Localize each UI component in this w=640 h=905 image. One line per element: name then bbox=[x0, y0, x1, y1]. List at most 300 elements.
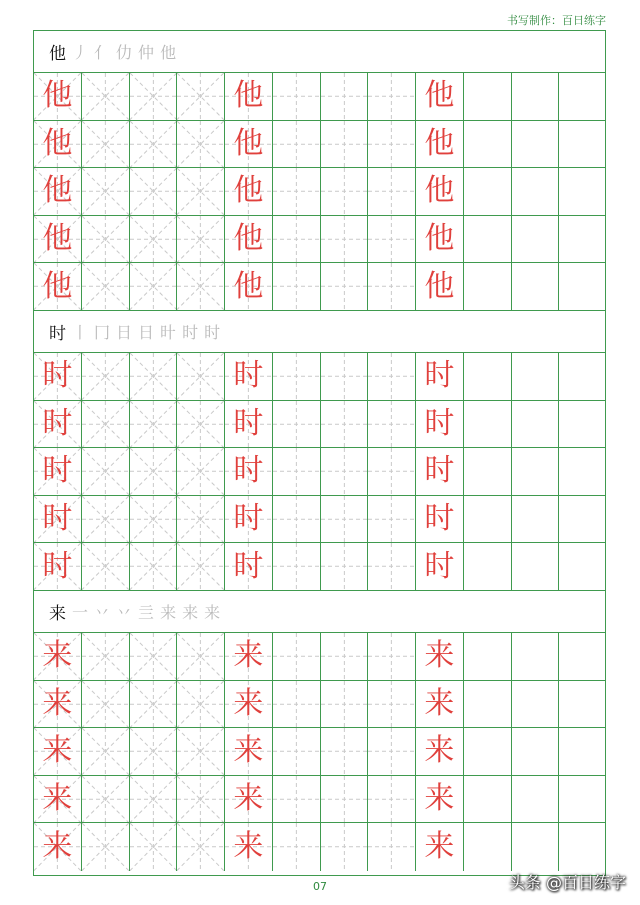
practice-cell bbox=[82, 263, 130, 310]
practice-cell bbox=[225, 73, 273, 120]
practice-cell bbox=[559, 448, 607, 495]
stroke-step: 丷 bbox=[94, 602, 111, 622]
practice-cell bbox=[82, 823, 130, 871]
mi-grid-guide bbox=[130, 263, 177, 310]
practice-cell bbox=[321, 633, 369, 680]
tian-grid-guide bbox=[321, 121, 368, 168]
practice-cell bbox=[82, 496, 130, 543]
tian-grid-guide bbox=[368, 681, 415, 728]
sample-character: 他 bbox=[424, 268, 455, 304]
sample-character: 来 bbox=[42, 733, 73, 769]
sample-character: 时 bbox=[233, 548, 264, 584]
mi-grid-guide bbox=[177, 401, 224, 448]
tian-grid-guide bbox=[321, 353, 368, 400]
practice-cell bbox=[82, 73, 130, 120]
practice-cell bbox=[82, 216, 130, 263]
practice-cell bbox=[225, 263, 273, 310]
mi-grid-guide bbox=[82, 543, 129, 590]
practice-cell bbox=[225, 681, 273, 728]
practice-cell bbox=[464, 543, 512, 590]
stroke-steps bbox=[72, 40, 182, 63]
practice-cell bbox=[130, 73, 178, 120]
practice-cell bbox=[416, 121, 464, 168]
sample-character: 时 bbox=[42, 548, 73, 584]
practice-cell bbox=[273, 496, 321, 543]
mi-grid-guide bbox=[130, 401, 177, 448]
sample-character: 他 bbox=[42, 221, 73, 257]
sample-character: 来 bbox=[233, 781, 264, 817]
sample-character: 时 bbox=[42, 501, 73, 537]
sample-character: 来 bbox=[424, 781, 455, 817]
practice-cell bbox=[368, 168, 416, 215]
practice-cell bbox=[368, 681, 416, 728]
tian-grid-guide bbox=[273, 73, 320, 120]
practice-cell bbox=[34, 823, 82, 871]
mi-grid-guide bbox=[130, 543, 177, 590]
tian-grid-guide bbox=[368, 448, 415, 495]
practice-cell bbox=[34, 121, 82, 168]
practice-cell bbox=[368, 121, 416, 168]
practice-cell bbox=[177, 728, 225, 775]
mi-grid-guide bbox=[82, 121, 129, 168]
practice-cell bbox=[273, 633, 321, 680]
practice-cell bbox=[177, 633, 225, 680]
watermark: 头条 @百日练字 bbox=[508, 873, 626, 892]
practice-cell bbox=[321, 776, 369, 823]
stroke-step: 丿 bbox=[72, 43, 89, 62]
mi-grid-guide bbox=[177, 776, 224, 823]
sample-character: 他 bbox=[424, 125, 455, 161]
practice-cell bbox=[82, 121, 130, 168]
practice-cell bbox=[464, 448, 512, 495]
sample-character: 来 bbox=[233, 638, 264, 674]
sample-character: 他 bbox=[424, 221, 455, 257]
practice-cell bbox=[177, 168, 225, 215]
mi-grid-guide bbox=[177, 543, 224, 590]
practice-cell bbox=[416, 543, 464, 590]
practice-cell bbox=[177, 776, 225, 823]
practice-cell bbox=[464, 496, 512, 543]
tian-grid-guide bbox=[321, 728, 368, 775]
practice-cell bbox=[464, 263, 512, 310]
practice-cell bbox=[82, 776, 130, 823]
mi-grid-guide bbox=[82, 823, 129, 871]
practice-cell bbox=[559, 776, 607, 823]
practice-cell bbox=[34, 633, 82, 680]
tian-grid-guide bbox=[321, 681, 368, 728]
tian-grid-guide bbox=[273, 823, 320, 871]
practice-cell bbox=[273, 728, 321, 775]
mi-grid-guide bbox=[177, 121, 224, 168]
practice-cell bbox=[321, 121, 369, 168]
practice-cell bbox=[559, 353, 607, 400]
stroke-step: 来 bbox=[160, 602, 177, 622]
practice-cell bbox=[130, 216, 178, 263]
sample-character: 时 bbox=[233, 405, 264, 441]
practice-cell bbox=[34, 73, 82, 120]
sample-character: 来 bbox=[233, 733, 264, 769]
practice-row bbox=[34, 168, 605, 216]
practice-row bbox=[34, 633, 605, 681]
practice-cell bbox=[321, 216, 369, 263]
sample-character: 来 bbox=[42, 781, 73, 817]
practice-cell bbox=[225, 728, 273, 775]
practice-cell bbox=[130, 168, 178, 215]
practice-cell bbox=[34, 448, 82, 495]
practice-cell bbox=[368, 353, 416, 400]
sample-character: 他 bbox=[233, 173, 264, 209]
sample-character: 他 bbox=[424, 173, 455, 209]
practice-cell bbox=[225, 496, 273, 543]
practice-cell bbox=[273, 168, 321, 215]
practice-cell bbox=[34, 543, 82, 590]
stroke-order-row bbox=[34, 311, 605, 353]
mi-grid-guide bbox=[130, 121, 177, 168]
tian-grid-guide bbox=[321, 496, 368, 543]
practice-cell bbox=[82, 681, 130, 728]
practice-row bbox=[34, 776, 605, 824]
practice-cell bbox=[82, 168, 130, 215]
tian-grid-guide bbox=[273, 496, 320, 543]
practice-cell bbox=[464, 401, 512, 448]
practice-cell bbox=[34, 168, 82, 215]
practice-cell bbox=[273, 73, 321, 120]
practice-cell bbox=[177, 401, 225, 448]
practice-cell bbox=[512, 543, 560, 590]
tian-grid-guide bbox=[273, 633, 320, 680]
tian-grid-guide bbox=[273, 681, 320, 728]
practice-row bbox=[34, 401, 605, 449]
sample-character: 时 bbox=[424, 548, 455, 584]
practice-cell bbox=[416, 73, 464, 120]
practice-cell bbox=[512, 353, 560, 400]
tian-grid-guide bbox=[321, 216, 368, 263]
tian-grid-guide bbox=[321, 448, 368, 495]
practice-cell bbox=[225, 121, 273, 168]
mi-grid-guide bbox=[130, 823, 177, 871]
sample-character: 时 bbox=[233, 453, 264, 489]
mi-grid-guide bbox=[130, 448, 177, 495]
practice-cell bbox=[321, 73, 369, 120]
practice-cell bbox=[464, 681, 512, 728]
mi-grid-guide bbox=[177, 448, 224, 495]
practice-cell bbox=[464, 168, 512, 215]
practice-cell bbox=[464, 633, 512, 680]
practice-cell bbox=[273, 263, 321, 310]
practice-cell bbox=[34, 216, 82, 263]
page-number: 07 bbox=[313, 880, 327, 893]
tian-grid-guide bbox=[368, 728, 415, 775]
practice-cell bbox=[321, 681, 369, 728]
mi-grid-guide bbox=[82, 728, 129, 775]
practice-cell bbox=[225, 216, 273, 263]
practice-cell bbox=[130, 543, 178, 590]
mi-grid-guide bbox=[82, 168, 129, 215]
practice-cell bbox=[512, 168, 560, 215]
practice-cell bbox=[34, 353, 82, 400]
practice-cell bbox=[273, 543, 321, 590]
practice-cell bbox=[177, 353, 225, 400]
practice-cell bbox=[130, 633, 178, 680]
section-character: 时 bbox=[49, 323, 66, 344]
practice-cell bbox=[416, 448, 464, 495]
practice-row bbox=[34, 728, 605, 776]
sample-character: 来 bbox=[42, 638, 73, 674]
sample-character: 时 bbox=[42, 405, 73, 441]
practice-cell bbox=[130, 263, 178, 310]
sample-character: 时 bbox=[233, 358, 264, 394]
practice-cell bbox=[273, 401, 321, 448]
practice-cell bbox=[368, 543, 416, 590]
sample-character: 来 bbox=[233, 829, 264, 865]
practice-cell bbox=[464, 73, 512, 120]
tian-grid-guide bbox=[368, 633, 415, 680]
practice-cell bbox=[512, 496, 560, 543]
tian-grid-guide bbox=[321, 168, 368, 215]
sample-character: 他 bbox=[233, 221, 264, 257]
mi-grid-guide bbox=[82, 216, 129, 263]
practice-cell bbox=[177, 823, 225, 871]
sample-character: 他 bbox=[424, 78, 455, 114]
tian-grid-guide bbox=[273, 353, 320, 400]
tian-grid-guide bbox=[273, 776, 320, 823]
tian-grid-guide bbox=[368, 823, 415, 871]
tian-grid-guide bbox=[368, 543, 415, 590]
practice-cell bbox=[34, 401, 82, 448]
practice-cell bbox=[177, 681, 225, 728]
practice-cell bbox=[512, 73, 560, 120]
practice-cell bbox=[225, 401, 273, 448]
mi-grid-guide bbox=[82, 353, 129, 400]
practice-cell bbox=[368, 263, 416, 310]
sample-character: 他 bbox=[42, 125, 73, 161]
practice-cell bbox=[368, 776, 416, 823]
stroke-step: 丷 bbox=[116, 602, 133, 622]
practice-cell bbox=[559, 728, 607, 775]
stroke-step: 旪 bbox=[160, 322, 177, 342]
tian-grid-guide bbox=[321, 401, 368, 448]
tian-grid-guide bbox=[321, 263, 368, 310]
practice-cell bbox=[464, 823, 512, 871]
stroke-step: 一 bbox=[72, 602, 89, 622]
practice-cell bbox=[321, 168, 369, 215]
practice-cell bbox=[130, 448, 178, 495]
practice-cell bbox=[416, 681, 464, 728]
practice-cell bbox=[82, 353, 130, 400]
practice-cell bbox=[177, 448, 225, 495]
practice-cell bbox=[225, 448, 273, 495]
mi-grid-guide bbox=[177, 496, 224, 543]
tian-grid-guide bbox=[273, 121, 320, 168]
practice-cell bbox=[82, 448, 130, 495]
practice-cell bbox=[416, 401, 464, 448]
tian-grid-guide bbox=[321, 823, 368, 871]
stroke-step: 亻 bbox=[94, 43, 111, 62]
mi-grid-guide bbox=[177, 168, 224, 215]
practice-cell bbox=[416, 776, 464, 823]
practice-cell bbox=[559, 168, 607, 215]
practice-cell bbox=[82, 633, 130, 680]
practice-cell bbox=[416, 216, 464, 263]
mi-grid-guide bbox=[82, 681, 129, 728]
practice-cell bbox=[82, 728, 130, 775]
practice-cell bbox=[416, 633, 464, 680]
stroke-steps bbox=[72, 600, 226, 623]
practice-cell bbox=[82, 543, 130, 590]
sample-character: 来 bbox=[424, 733, 455, 769]
practice-cell bbox=[321, 401, 369, 448]
mi-grid-guide bbox=[82, 496, 129, 543]
practice-cell bbox=[512, 823, 560, 871]
practice-row bbox=[34, 681, 605, 729]
mi-grid-guide bbox=[177, 263, 224, 310]
tian-grid-guide bbox=[321, 73, 368, 120]
practice-cell bbox=[34, 681, 82, 728]
practice-cell bbox=[273, 216, 321, 263]
practice-cell bbox=[368, 728, 416, 775]
practice-cell bbox=[512, 121, 560, 168]
stroke-step: 冂 bbox=[94, 322, 111, 342]
mi-grid-guide bbox=[130, 73, 177, 120]
practice-cell bbox=[512, 728, 560, 775]
practice-cell bbox=[464, 121, 512, 168]
mi-grid-guide bbox=[177, 823, 224, 871]
stroke-steps bbox=[72, 320, 226, 343]
stroke-step: 仲 bbox=[138, 43, 155, 62]
practice-cell bbox=[464, 776, 512, 823]
practice-cell bbox=[177, 543, 225, 590]
practice-cell bbox=[321, 543, 369, 590]
mi-grid-guide bbox=[82, 448, 129, 495]
sample-character: 他 bbox=[233, 125, 264, 161]
tian-grid-guide bbox=[368, 168, 415, 215]
sample-character: 来 bbox=[42, 685, 73, 721]
mi-grid-guide bbox=[177, 633, 224, 680]
sample-character: 他 bbox=[42, 268, 73, 304]
practice-cell bbox=[368, 216, 416, 263]
practice-cell bbox=[321, 728, 369, 775]
practice-cell bbox=[273, 776, 321, 823]
practice-cell bbox=[559, 496, 607, 543]
practice-cell bbox=[559, 401, 607, 448]
tian-grid-guide bbox=[321, 776, 368, 823]
practice-cell bbox=[321, 263, 369, 310]
practice-cell bbox=[559, 263, 607, 310]
practice-cell bbox=[130, 121, 178, 168]
mi-grid-guide bbox=[130, 496, 177, 543]
tian-grid-guide bbox=[368, 216, 415, 263]
mi-grid-guide bbox=[130, 776, 177, 823]
sample-character: 时 bbox=[42, 453, 73, 489]
practice-cell bbox=[368, 73, 416, 120]
sample-character: 时 bbox=[42, 358, 73, 394]
mi-grid-guide bbox=[130, 216, 177, 263]
mi-grid-guide bbox=[177, 73, 224, 120]
practice-cell bbox=[559, 121, 607, 168]
practice-row bbox=[34, 263, 605, 311]
stroke-order-row bbox=[34, 31, 605, 73]
mi-grid-guide bbox=[177, 216, 224, 263]
sample-character: 时 bbox=[424, 501, 455, 537]
practice-cell bbox=[177, 73, 225, 120]
tian-grid-guide bbox=[273, 263, 320, 310]
practice-cell bbox=[464, 728, 512, 775]
tian-grid-guide bbox=[368, 73, 415, 120]
practice-cell bbox=[130, 823, 178, 871]
practice-row bbox=[34, 543, 605, 591]
practice-cell bbox=[225, 168, 273, 215]
practice-cell bbox=[130, 776, 178, 823]
practice-cell bbox=[130, 496, 178, 543]
mi-grid-guide bbox=[82, 633, 129, 680]
mi-grid-guide bbox=[82, 776, 129, 823]
mi-grid-guide bbox=[177, 353, 224, 400]
practice-cell bbox=[177, 263, 225, 310]
tian-grid-guide bbox=[368, 496, 415, 543]
mi-grid-guide bbox=[130, 353, 177, 400]
sample-character: 时 bbox=[424, 358, 455, 394]
mi-grid-guide bbox=[130, 633, 177, 680]
practice-cell bbox=[512, 776, 560, 823]
practice-cell bbox=[225, 543, 273, 590]
practice-cell bbox=[559, 823, 607, 871]
practice-row bbox=[34, 823, 605, 871]
sample-character: 来 bbox=[233, 685, 264, 721]
tian-grid-guide bbox=[368, 263, 415, 310]
mi-grid-guide bbox=[177, 728, 224, 775]
sample-character: 来 bbox=[424, 829, 455, 865]
sample-character: 来 bbox=[424, 685, 455, 721]
practice-cell bbox=[512, 263, 560, 310]
sample-character: 他 bbox=[42, 173, 73, 209]
practice-cell bbox=[464, 353, 512, 400]
practice-cell bbox=[177, 496, 225, 543]
section-character: 来 bbox=[49, 603, 66, 624]
practice-cell bbox=[321, 448, 369, 495]
practice-cell bbox=[512, 633, 560, 680]
practice-cell bbox=[512, 216, 560, 263]
mi-grid-guide bbox=[130, 681, 177, 728]
practice-row bbox=[34, 496, 605, 544]
mi-grid-guide bbox=[82, 401, 129, 448]
tian-grid-guide bbox=[273, 543, 320, 590]
practice-cell bbox=[321, 496, 369, 543]
practice-cell bbox=[273, 121, 321, 168]
practice-cell bbox=[464, 216, 512, 263]
practice-cell bbox=[512, 401, 560, 448]
practice-cell bbox=[559, 216, 607, 263]
sample-character: 来 bbox=[42, 829, 73, 865]
mi-grid-guide bbox=[130, 728, 177, 775]
tian-grid-guide bbox=[368, 401, 415, 448]
practice-cell bbox=[368, 823, 416, 871]
stroke-step: 日 bbox=[138, 322, 155, 342]
practice-cell bbox=[368, 496, 416, 543]
practice-cell bbox=[559, 681, 607, 728]
tian-grid-guide bbox=[321, 543, 368, 590]
tian-grid-guide bbox=[368, 776, 415, 823]
tian-grid-guide bbox=[273, 401, 320, 448]
practice-cell bbox=[273, 823, 321, 871]
tian-grid-guide bbox=[368, 353, 415, 400]
practice-cell bbox=[273, 681, 321, 728]
sample-character: 时 bbox=[424, 453, 455, 489]
practice-cell bbox=[130, 681, 178, 728]
sample-character: 时 bbox=[233, 501, 264, 537]
tian-grid-guide bbox=[273, 728, 320, 775]
practice-cell bbox=[559, 633, 607, 680]
practice-cell bbox=[416, 263, 464, 310]
